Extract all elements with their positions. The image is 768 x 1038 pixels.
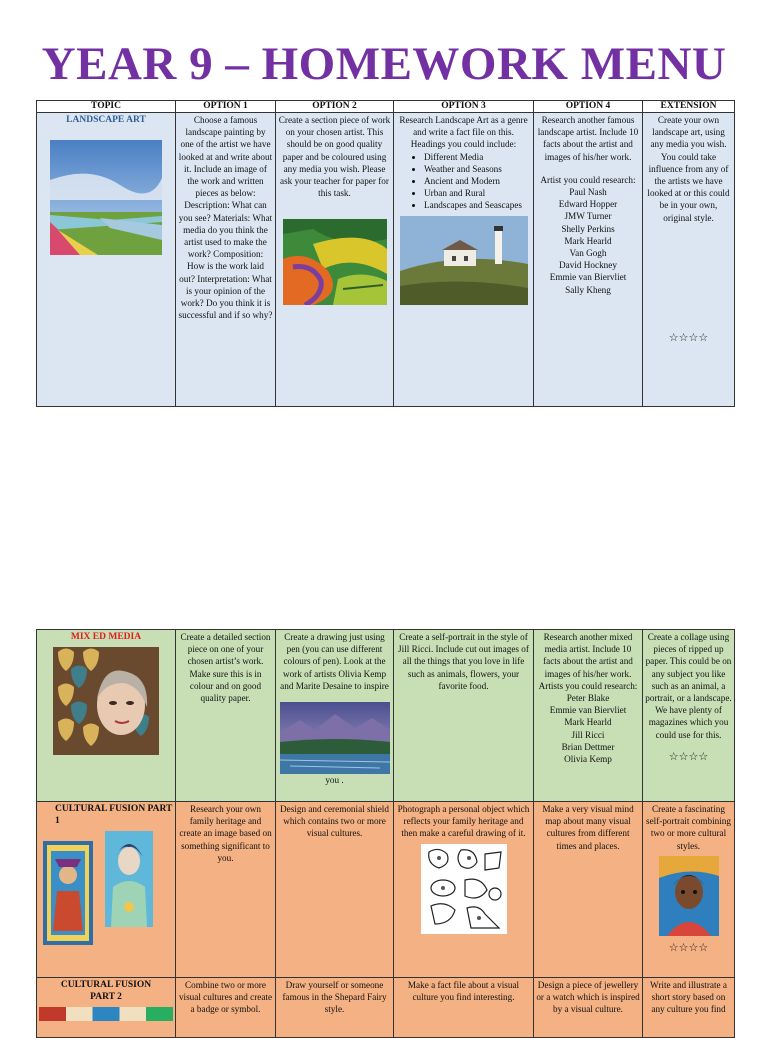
header-option-1: OPTION 1 (176, 101, 276, 113)
option-2-text: Create a section piece of work on your chosen artist. This should be on good quality paper and be coloured using any media you wish. Please ask your teacher for paper for this task. (278, 115, 391, 199)
artist-name: Mark Hearld (564, 717, 612, 728)
topic-label: MIX ED MEDIA (70, 632, 142, 642)
artist-name: Paul Nash (569, 187, 607, 198)
list-item: • Urban and Rural (424, 187, 531, 199)
option-3-cell: Create a self-portrait in the style of Jill Ricci. Include cut out images of all the things that you love in life such as animals, flowers, your favorite food. (394, 630, 534, 802)
option-2-cell (276, 630, 394, 802)
difficulty-stars: ☆☆☆☆ (668, 941, 709, 954)
option-3-cell (394, 802, 534, 978)
option-2-tail: you . (325, 775, 344, 786)
option-4-intro: Research another mixed media artist. Include 10 facts about the artist and images of his/her work. Artists you could research: (538, 632, 638, 691)
option-3-headings-list (396, 151, 531, 212)
artist-name: David Hockney (559, 260, 617, 271)
option-2-cell: Draw yourself or someone famous in the Shepard Fairy style. (276, 978, 394, 1038)
option-3-cell: Make a fact file about a visual culture you find interesting. (394, 978, 534, 1038)
cultural-artwork-image (43, 841, 93, 945)
option-4-cell (534, 113, 643, 407)
artist-name: Brian Dettmer (561, 741, 615, 752)
extension-cell (643, 802, 735, 978)
option-1-cell: Research your own family heritage and create an image based on something significant to you. (176, 802, 276, 978)
topic-cell (37, 802, 176, 978)
option-3-headings-label: Headings you could include: (410, 139, 517, 150)
landscape-painting-image (50, 140, 162, 255)
option-3-cell (394, 113, 534, 407)
option-2-cell (276, 113, 394, 407)
artist-name: Edward Hopper (558, 199, 618, 210)
header-topic: TOPIC (37, 101, 176, 113)
header-row (37, 101, 735, 113)
topic-cell (37, 113, 176, 407)
cultural-badge-image-strip (39, 1007, 173, 1021)
cultural-portrait-image (105, 831, 153, 927)
header-option-4: OPTION 4 (534, 101, 643, 113)
list-item: • Different Media (424, 151, 531, 163)
option-3-text: Photograph a personal object which reflects your family heritage and then make a careful drawing of it. (397, 804, 530, 839)
hockney-landscape-image (283, 219, 387, 305)
homework-table-media (36, 629, 735, 1038)
artist-name: JMW Turner (564, 211, 612, 222)
list-item: • Weather and Seasons (424, 163, 531, 175)
artist-name: Emmie van Biervliet (549, 272, 627, 283)
option-4-cell: Make a very visual mind map about many visual cultures from different times and places. (534, 802, 643, 978)
option-2-cell: Design and ceremonial shield which contains two or more visual cultures. (276, 802, 394, 978)
artist-name: Peter Blake (566, 693, 610, 704)
topic-label: LANDSCAPE ART (66, 115, 146, 125)
artist-name: Shelly Perkins (561, 223, 615, 234)
self-portrait-image (659, 856, 719, 936)
extension-text: Create your own landscape art, using any media you wish. You could take influence from any of the artists we have looked at or this could be in your own, original style. (647, 115, 730, 223)
table-row (37, 978, 735, 1038)
option-4-artists-label: Artist you could research: (540, 174, 636, 185)
difficulty-stars: ☆☆☆☆ (668, 331, 709, 344)
mixed-media-collage-image (53, 647, 159, 755)
table-row (37, 113, 735, 407)
option-2-text: Create a drawing just using pen (you can use different colours of pen). Look at the work of artists Olivia Kemp and Marite Desaine to inspire (280, 632, 389, 691)
extension-text: Create a collage using pieces of ripped up paper. This could be on any subject you like such as an animal, a portrait, or a landscape. We have plenty of magazines which you could use for this. (645, 632, 732, 740)
artist-name: Van Gogh (569, 248, 607, 259)
pen-drawing-landscape-image (280, 702, 390, 774)
option-1-cell: Choose a famous landscape painting by one of the artist we have looked at and write about it. Include an image of the work and written pieces as below: Description: What can you see? Materials: What media do you think the artist used to make the work? Composition: How is the work laid out? Interpretation: What is your opinion of the work? Do you think it is successful and if so why? (176, 113, 276, 407)
option-4-cell (534, 630, 643, 802)
table-row (37, 802, 735, 978)
lighthouse-painting-image (400, 216, 528, 305)
page-title: YEAR 9 – HOMEWORK MENU (41, 38, 727, 90)
artist-name: Emmie van Biervliet (549, 705, 627, 716)
option-3-intro: Research Landscape Art as a genre and write a fact file on this. (399, 115, 528, 138)
topic-cell (37, 630, 176, 802)
difficulty-stars: ☆☆☆☆ (668, 750, 709, 763)
object-drawing-image (421, 844, 507, 934)
extension-cell (643, 630, 735, 802)
option-4-intro: Research another famous landscape artist. Include 10 facts about the artist and images of his/her work. (537, 115, 639, 162)
extension-cell (643, 113, 735, 407)
extension-cell: Write and illustrate a short story based on any culture you find (643, 978, 735, 1038)
option-1-cell: Create a detailed section piece on one of your chosen artist’s work. Make sure this is in colour and on good quality paper. (176, 630, 276, 802)
option-4-cell: Design a piece of jewellery or a watch which is inspired by a visual culture. (534, 978, 643, 1038)
artist-name: Sally Kheng (565, 284, 611, 295)
topic-cell (37, 978, 176, 1038)
header-option-3: OPTION 3 (394, 101, 534, 113)
topic-label: CULTURAL FUSION PART 1 (55, 804, 173, 827)
artist-name: Mark Hearld (564, 235, 612, 246)
extension-text: Create a fascinating self-portrait combining two or more cultural styles. (646, 804, 731, 851)
homework-table-landscape (36, 100, 735, 407)
list-item: • Landscapes and Seascapes (424, 199, 531, 211)
header-extension: EXTENSION (643, 101, 735, 113)
artist-name: Jill Ricci (571, 729, 605, 740)
option-1-cell: Combine two or more visual cultures and create a badge or symbol. (176, 978, 276, 1038)
header-option-2: OPTION 2 (276, 101, 394, 113)
table-row (37, 630, 735, 802)
list-item: • Ancient and Modern (424, 175, 531, 187)
topic-label: CULTURAL FUSION PART 2 (60, 980, 152, 1003)
artist-name: Olivia Kemp (564, 754, 612, 765)
